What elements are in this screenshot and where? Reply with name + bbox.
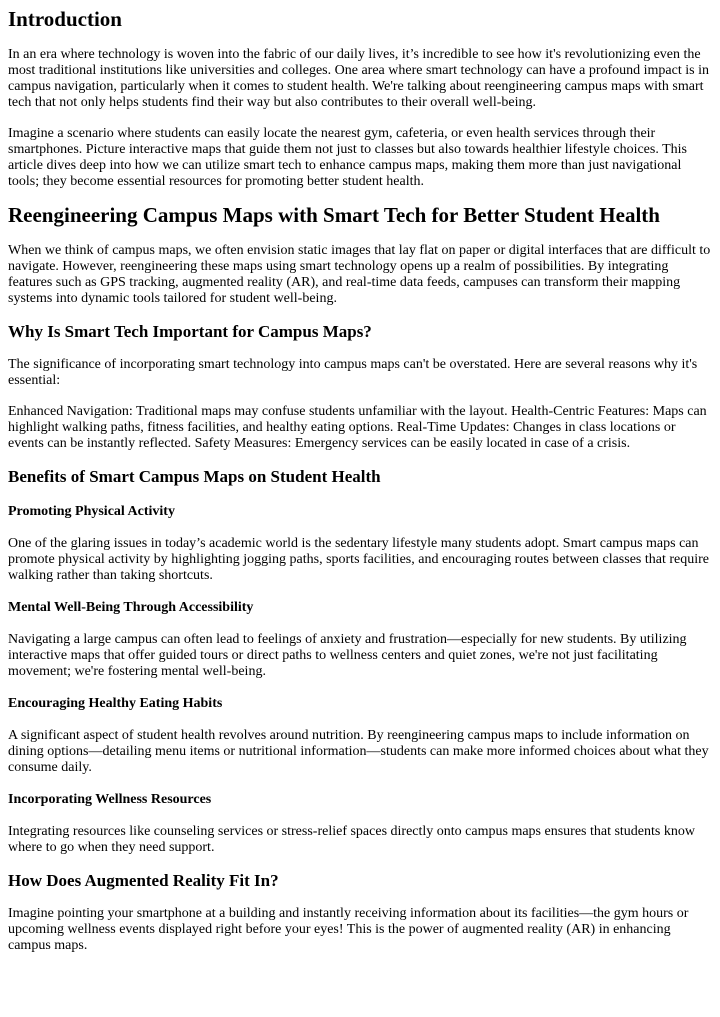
intro-heading: Introduction (8, 7, 122, 31)
mental-paragraph: Navigating a large campus can often lead to feelings of anxiety and frustration—especially for new students. By utilizing interactive maps that offer guided tours or direct paths to wellness centers and quiet zones, we're not just facilitating movement; we're fostering mental well-being. (8, 632, 687, 679)
ar-paragraph: Imagine pointing your smartphone at a building and instantly receiving information about its facilities—the gym hours or upcoming wellness events displayed right before your eyes! This is the power of augmented reality (AR) in enhancing campus maps. (8, 906, 689, 953)
ar-heading: How Does Augmented Reality Fit In? (8, 871, 279, 890)
activity-heading: Promoting Physical Activity (8, 504, 175, 519)
article (0, 6, 720, 954)
intro-paragraph-2: Imagine a scenario where students can easily locate the nearest gym, cafeteria, or even health services through their smartphones. Picture interactive maps that guide them not just to classes but also towards healthier lifestyle choices. This article dives deep into how we can utilize smart tech to enhance campus maps, making them more than just navigational tools; they become essential resources for promoting better student health. (8, 126, 687, 189)
why-paragraph-1: The significance of incorporating smart technology into campus maps can't be overstated. Here are several reasons why it's essential: (8, 357, 698, 388)
intro-paragraph-1: In an era where technology is woven into the fabric of our daily lives, it’s incredible to see how it's revolutionizing even the most traditional institutions like universities and colleges. One area where smart technology can have a profound impact is in campus navigation, particularly when it comes to student health. We're talking about reengineering campus maps with smart tech that not only helps students find their way but also contributes to their overall well-being. (8, 47, 709, 110)
wellness-paragraph: Integrating resources like counseling services or stress-relief spaces directly onto campus maps ensures that students know where to go when they need support. (8, 824, 695, 855)
main-heading: Reengineering Campus Maps with Smart Tech for Better Student Health (8, 203, 660, 227)
main-paragraph-1: When we think of campus maps, we often envision static images that lay flat on paper or digital interfaces that are difficult to navigate. However, reengineering these maps using smart technology opens up a realm of possibilities. By integrating features such as GPS tracking, augmented reality (AR), and real-time data feeds, campuses can transform their mapping systems into dynamic tools tailored for student well-being. (8, 243, 711, 306)
mental-heading: Mental Well-Being Through Accessibility (8, 600, 254, 615)
eating-paragraph: A significant aspect of student health revolves around nutrition. By reengineering campus maps to include information on dining options—detailing menu items or nutritional information—students can make more informed choices about what they consume daily. (8, 728, 709, 775)
activity-paragraph: One of the glaring issues in today’s academic world is the sedentary lifestyle many students adopt. Smart campus maps can promote physical activity by highlighting jogging paths, sports facilities, and encouraging routes between classes that require walking rather than taking shortcuts. (8, 536, 709, 583)
wellness-heading: Incorporating Wellness Resources (8, 792, 212, 807)
eating-heading: Encouraging Healthy Eating Habits (8, 696, 223, 711)
benefits-heading: Benefits of Smart Campus Maps on Student Health (8, 467, 381, 486)
why-heading: Why Is Smart Tech Important for Campus Maps? (8, 322, 372, 341)
why-paragraph-2: Enhanced Navigation: Traditional maps may confuse students unfamiliar with the layout. Health-Centric Features: Maps can highlight walking paths, fitness facilities, and healthy eating options. Real-Time Updates: Changes in class locations or events can be instantly reflected. Safety Measures: Emergency services can be easily located in case of a crisis. (8, 404, 707, 451)
